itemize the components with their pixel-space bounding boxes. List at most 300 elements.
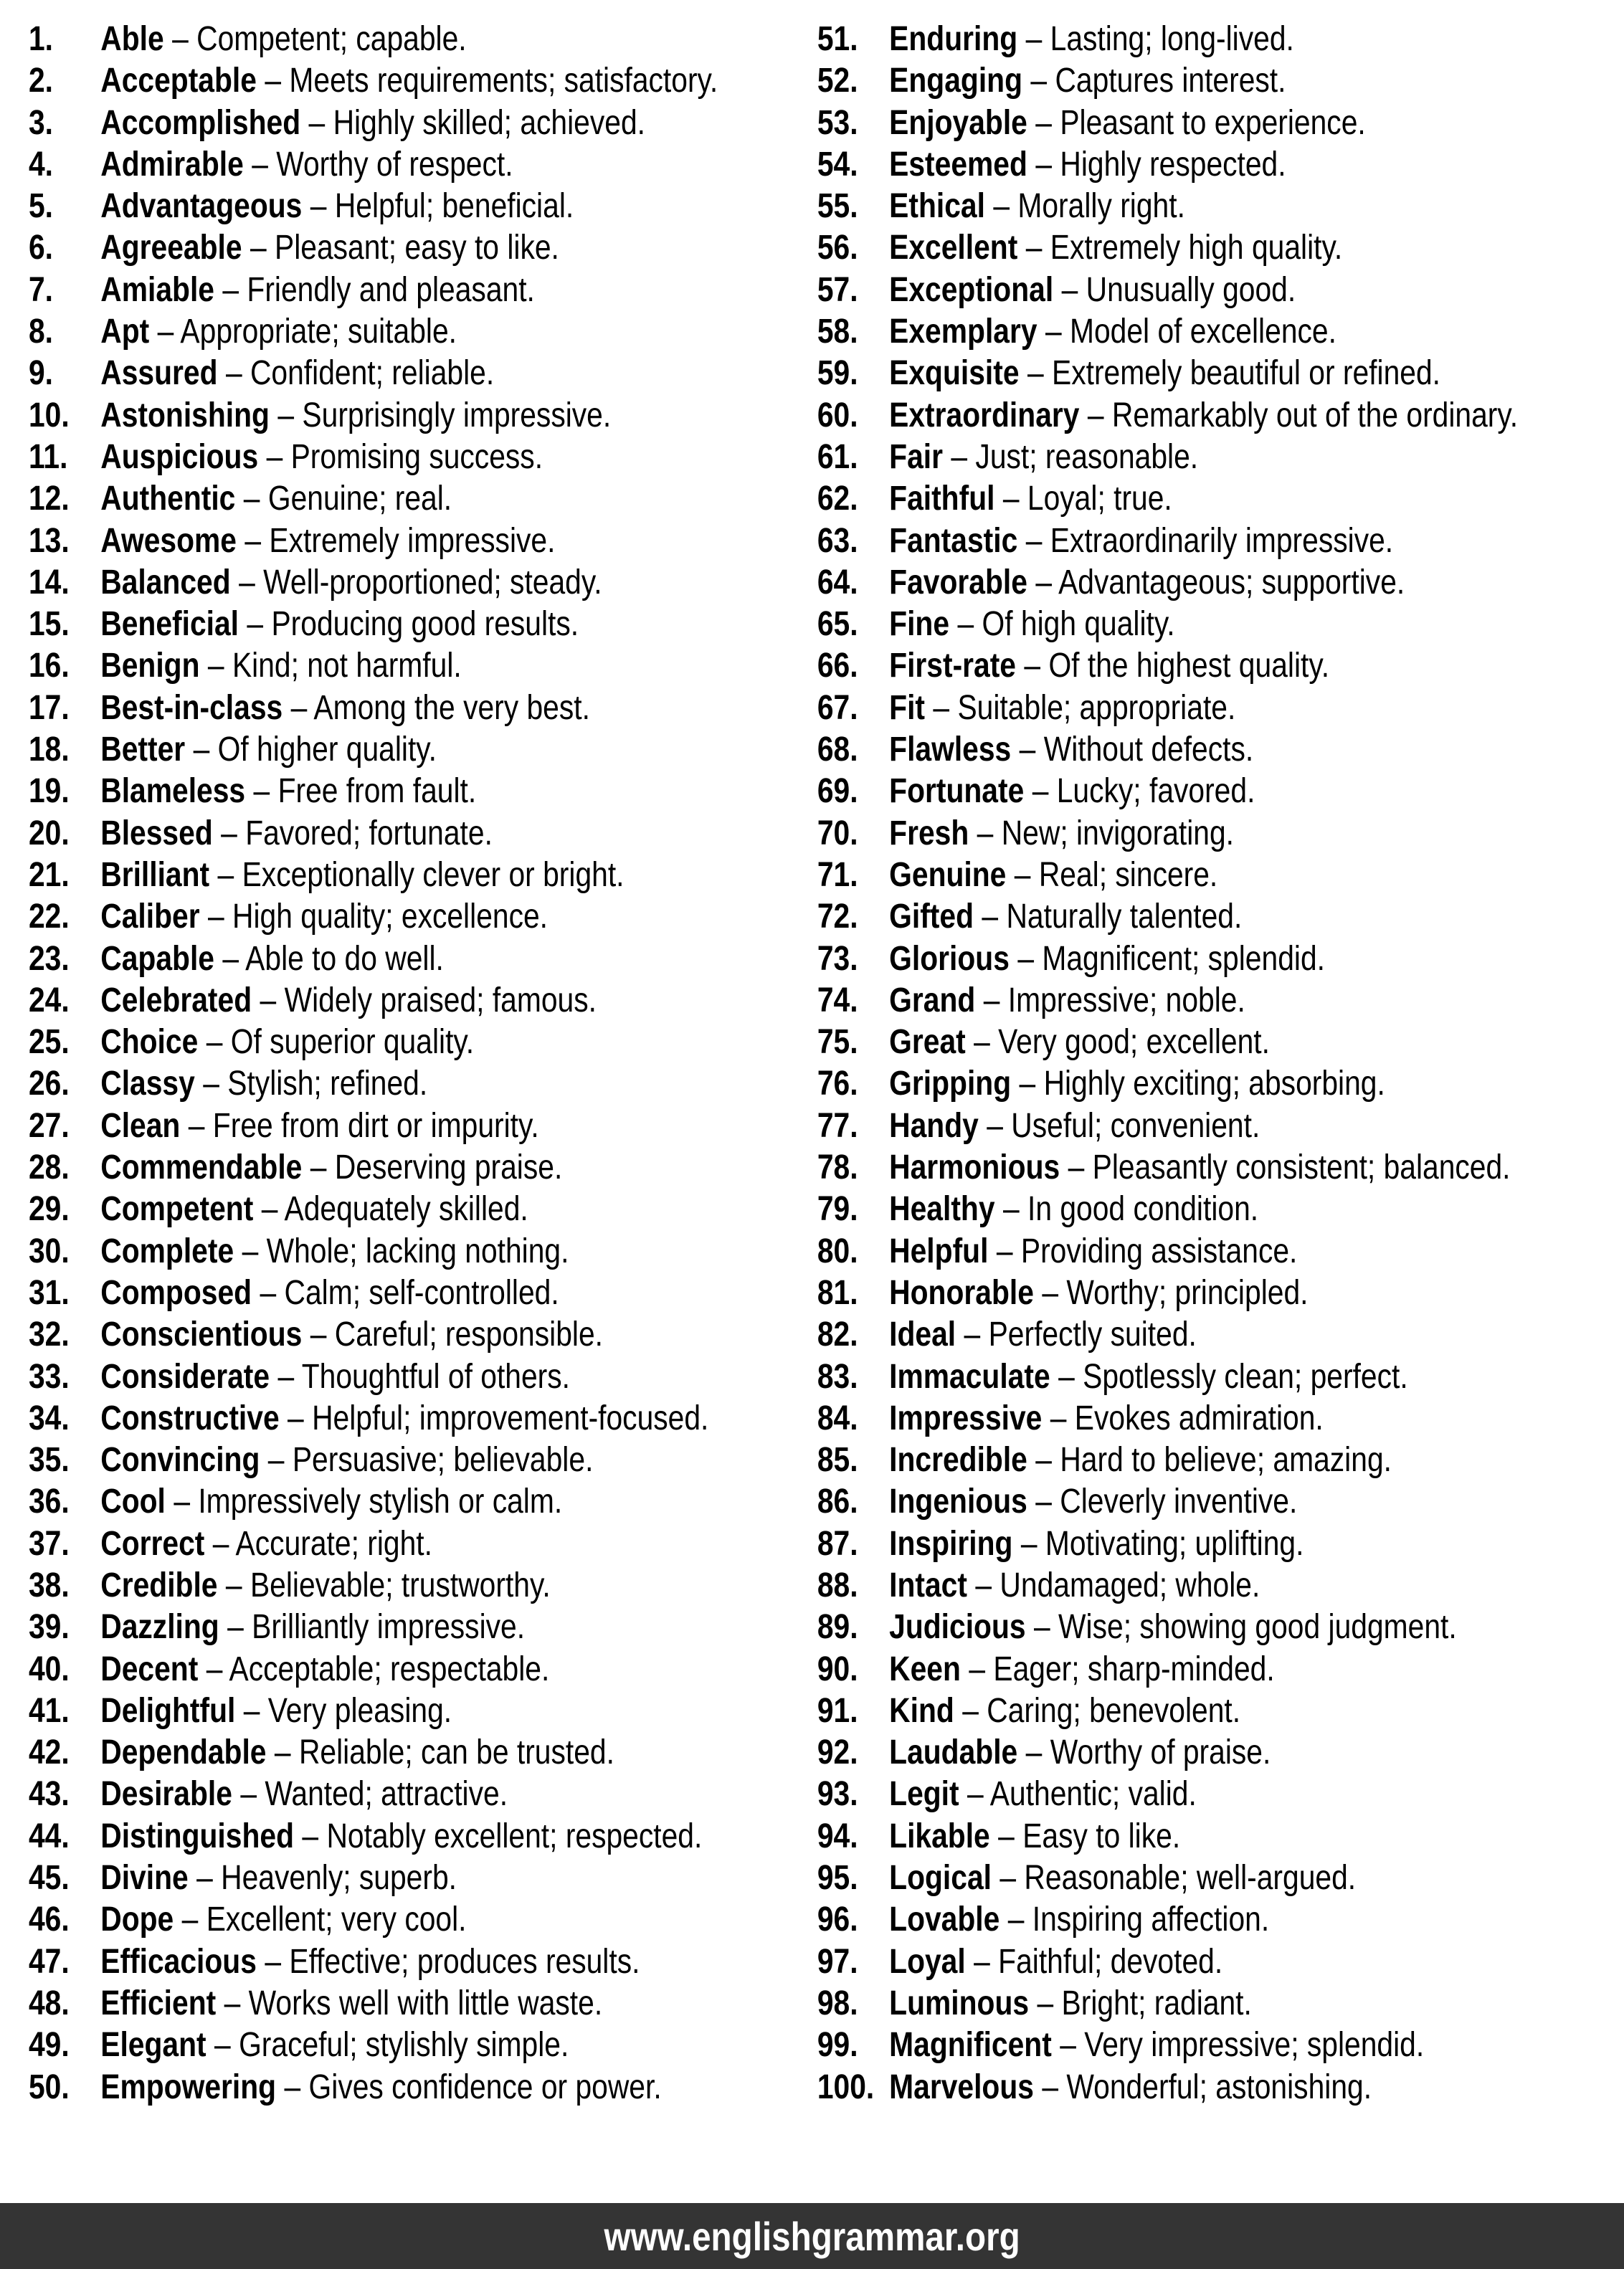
- item-definition: – Friendly and pleasant.: [222, 270, 535, 309]
- list-item: [817, 1565, 1624, 1607]
- item-word: Fortunate: [889, 772, 1025, 811]
- item-definition: – Works well with little waste.: [224, 1984, 603, 2022]
- item-word: Intact: [889, 1566, 967, 1604]
- item-word: Fine: [889, 605, 950, 644]
- list-item: [817, 1481, 1624, 1523]
- item-word: Conscientious: [100, 1316, 303, 1354]
- list-item: [817, 2067, 1624, 2108]
- item-definition: – Easy to like.: [998, 1817, 1181, 1855]
- list-item: [29, 1899, 817, 1941]
- list-item: [817, 144, 1624, 186]
- list-item: [817, 1231, 1624, 1273]
- list-item: [29, 1983, 817, 2025]
- item-number: 71.: [817, 855, 858, 894]
- list-item: [29, 604, 817, 645]
- item-number: 17.: [28, 688, 70, 727]
- list-item: [817, 896, 1624, 938]
- item-number: 81.: [817, 1273, 858, 1312]
- list-item: [29, 227, 817, 269]
- item-definition: – Surprisingly impressive.: [277, 396, 612, 434]
- list-item: [817, 520, 1624, 562]
- item-definition: – Model of excellence.: [1045, 313, 1336, 351]
- item-definition: – Free from fault.: [253, 772, 477, 811]
- item-definition: – Loyal; true.: [1002, 480, 1172, 518]
- item-word: Grand: [889, 981, 976, 1019]
- item-word: Admirable: [100, 145, 244, 184]
- item-word: Handy: [889, 1106, 979, 1145]
- item-definition: – Thoughtful of others.: [277, 1357, 570, 1396]
- item-definition: – Extremely beautiful or refined.: [1027, 354, 1440, 393]
- item-definition: – Reasonable; well-argued.: [999, 1859, 1357, 1898]
- item-number: 55.: [817, 187, 858, 226]
- item-definition: – Impressively stylish or calm.: [174, 1483, 563, 1521]
- item-number: 4.: [28, 145, 53, 184]
- list-item: [817, 688, 1624, 729]
- item-word: Marvelous: [889, 2068, 1034, 2106]
- item-number: 64.: [817, 563, 858, 601]
- list-item: [29, 2067, 817, 2108]
- item-definition: – Notably excellent; respected.: [302, 1817, 703, 1855]
- list-item: [29, 1189, 817, 1230]
- item-number: 21.: [28, 855, 70, 894]
- item-number: 65.: [817, 605, 858, 644]
- item-word: Composed: [100, 1273, 252, 1312]
- item-number: 29.: [28, 1190, 70, 1229]
- item-word: Capable: [100, 939, 214, 978]
- item-number: 85.: [817, 1441, 858, 1480]
- item-number: 20.: [28, 814, 70, 852]
- item-definition: – Undamaged; whole.: [975, 1566, 1260, 1604]
- item-word: Benign: [100, 647, 200, 685]
- item-word: Brilliant: [100, 855, 210, 894]
- item-number: 27.: [28, 1106, 70, 1145]
- item-word: Accomplished: [100, 103, 301, 142]
- item-number: 3.: [28, 103, 53, 142]
- item-definition: – Caring; benevolent.: [962, 1691, 1241, 1730]
- list-item: [817, 1022, 1624, 1063]
- item-word: Legit: [889, 1775, 959, 1814]
- item-definition: – Helpful; beneficial.: [310, 187, 574, 226]
- item-definition: – Magnificent; splendid.: [1017, 939, 1325, 978]
- item-word: Blessed: [100, 814, 213, 852]
- item-number: 5.: [28, 187, 53, 226]
- item-word: Efficient: [100, 1984, 217, 2022]
- list-item: [817, 1147, 1624, 1189]
- list-item: [817, 1649, 1624, 1690]
- list-item: [29, 896, 817, 938]
- list-column-left: [29, 19, 817, 2108]
- item-definition: – Wonderful; astonishing.: [1042, 2068, 1372, 2106]
- item-definition: – Of the highest quality.: [1024, 647, 1330, 685]
- item-word: Advantageous: [100, 187, 303, 226]
- item-definition: – Brilliantly impressive.: [227, 1608, 526, 1647]
- list-item: [817, 2025, 1624, 2066]
- list-item: [817, 1690, 1624, 1732]
- item-word: Faithful: [889, 480, 995, 518]
- item-number: 52.: [817, 62, 858, 100]
- list-item: [29, 1481, 817, 1523]
- item-definition: – New; invigorating.: [977, 814, 1234, 852]
- item-number: 82.: [817, 1316, 858, 1354]
- item-number: 15.: [28, 605, 70, 644]
- item-definition: – Appropriate; suitable.: [157, 313, 457, 351]
- item-definition: – Promising success.: [266, 437, 543, 476]
- item-number: 14.: [28, 563, 70, 601]
- item-word: Enduring: [889, 20, 1018, 58]
- item-number: 26.: [28, 1065, 70, 1103]
- item-word: Blameless: [100, 772, 246, 811]
- item-definition: – Producing good results.: [247, 605, 579, 644]
- item-number: 76.: [817, 1065, 858, 1103]
- list-item: [817, 1941, 1624, 1983]
- footer-url: www.englishgrammar.org: [604, 2213, 1020, 2259]
- item-word: Convincing: [100, 1441, 260, 1480]
- item-number: 70.: [817, 814, 858, 852]
- item-word: Balanced: [100, 563, 231, 601]
- list-item: [29, 1565, 817, 1607]
- list-item: [29, 980, 817, 1022]
- item-number: 63.: [817, 521, 858, 560]
- item-word: Flawless: [889, 731, 1012, 769]
- item-number: 80.: [817, 1232, 858, 1270]
- list-item: [817, 645, 1624, 687]
- item-word: Keen: [889, 1650, 961, 1688]
- item-number: 43.: [28, 1775, 70, 1814]
- item-number: 88.: [817, 1566, 858, 1604]
- item-word: Exquisite: [889, 354, 1020, 393]
- list-item: [817, 1063, 1624, 1105]
- item-number: 45.: [28, 1859, 70, 1898]
- item-number: 36.: [28, 1483, 70, 1521]
- item-definition: – In good condition.: [1002, 1190, 1259, 1229]
- item-number: 39.: [28, 1608, 70, 1647]
- list-item: [817, 1983, 1624, 2025]
- list-item: [29, 813, 817, 855]
- item-definition: – Cleverly inventive.: [1035, 1483, 1298, 1521]
- list-item: [817, 1273, 1624, 1314]
- item-word: Judicious: [889, 1608, 1026, 1647]
- item-word: Excellent: [889, 229, 1018, 267]
- list-item: [817, 1774, 1624, 1815]
- item-definition: – Very good; excellent.: [974, 1023, 1270, 1062]
- item-number: 94.: [817, 1817, 858, 1855]
- item-definition: – Graceful; stylishly simple.: [214, 2026, 569, 2065]
- item-word: Luminous: [889, 1984, 1030, 2022]
- item-definition: – Remarkably out of the ordinary.: [1087, 396, 1519, 434]
- item-word: Apt: [100, 313, 150, 351]
- item-word: Engaging: [889, 62, 1023, 100]
- item-word: Loyal: [889, 1942, 966, 1981]
- item-number: 38.: [28, 1566, 70, 1604]
- item-definition: – Worthy of praise.: [1025, 1733, 1271, 1772]
- item-definition: – Confident; reliable.: [225, 354, 495, 393]
- item-number: 48.: [28, 1984, 70, 2022]
- item-definition: – Suitable; appropriate.: [933, 688, 1236, 727]
- item-definition: – Pleasant; easy to like.: [250, 229, 559, 267]
- item-definition: – Among the very best.: [290, 688, 590, 727]
- list-item: [29, 19, 817, 60]
- item-number: 62.: [817, 480, 858, 518]
- item-word: Auspicious: [100, 437, 259, 476]
- item-word: Logical: [889, 1859, 992, 1898]
- list-item: [29, 1774, 817, 1815]
- item-word: Enjoyable: [889, 103, 1027, 142]
- item-word: Complete: [100, 1232, 234, 1270]
- list-item: [817, 1816, 1624, 1857]
- item-definition: – Heavenly; superb.: [196, 1859, 457, 1898]
- list-item: [817, 855, 1624, 896]
- list-item: [29, 478, 817, 520]
- item-definition: – Eager; sharp-minded.: [969, 1650, 1275, 1688]
- item-number: 30.: [28, 1232, 70, 1270]
- list-item: [817, 1607, 1624, 1648]
- item-definition: – Of superior quality.: [206, 1023, 475, 1062]
- item-number: 19.: [28, 772, 70, 811]
- item-number: 77.: [817, 1106, 858, 1145]
- list-item: [817, 1356, 1624, 1398]
- item-word: Empowering: [100, 2068, 277, 2106]
- item-word: Ingenious: [889, 1483, 1027, 1521]
- item-word: Impressive: [889, 1399, 1043, 1437]
- item-number: 73.: [817, 939, 858, 978]
- item-word: Fit: [889, 688, 925, 727]
- item-number: 18.: [28, 731, 70, 769]
- list-item: [29, 60, 817, 102]
- item-definition: – Extremely high quality.: [1025, 229, 1343, 267]
- item-definition: – High quality; excellence.: [207, 898, 549, 936]
- list-item: [817, 1314, 1624, 1356]
- item-number: 51.: [817, 20, 858, 58]
- item-word: Harmonious: [889, 1148, 1060, 1187]
- list-item: [29, 1231, 817, 1273]
- item-number: 87.: [817, 1524, 858, 1563]
- item-definition: – Very impressive; splendid.: [1060, 2026, 1425, 2065]
- item-definition: – Hard to believe; amazing.: [1035, 1441, 1392, 1480]
- item-definition: – Exceptionally clever or bright.: [217, 855, 625, 894]
- item-word: Delightful: [100, 1691, 236, 1730]
- list-item: [817, 1189, 1624, 1230]
- item-word: Distinguished: [100, 1817, 294, 1855]
- list-item: [29, 186, 817, 227]
- item-word: Elegant: [100, 2026, 206, 2065]
- item-word: Glorious: [889, 939, 1010, 978]
- item-word: Caliber: [100, 898, 200, 936]
- item-number: 95.: [817, 1859, 858, 1898]
- item-word: Best-in-class: [100, 688, 283, 727]
- item-number: 33.: [28, 1357, 70, 1396]
- item-number: 2.: [28, 62, 53, 100]
- item-number: 16.: [28, 647, 70, 685]
- item-definition: – Real; sincere.: [1014, 855, 1218, 894]
- item-word: Desirable: [100, 1775, 232, 1814]
- item-definition: – Worthy; principled.: [1042, 1273, 1309, 1312]
- item-number: 99.: [817, 2026, 858, 2065]
- item-word: Gripping: [889, 1065, 1012, 1103]
- item-definition: – Evokes admiration.: [1050, 1399, 1324, 1437]
- item-definition: – Whole; lacking nothing.: [242, 1232, 569, 1270]
- item-definition: – Acceptable; respectable.: [206, 1650, 550, 1688]
- list-item: [29, 938, 817, 980]
- item-word: Acceptable: [100, 62, 257, 100]
- item-definition: – Without defects.: [1019, 731, 1254, 769]
- item-number: 9.: [28, 354, 53, 393]
- item-definition: – Unusually good.: [1061, 270, 1296, 309]
- item-word: Able: [100, 20, 164, 58]
- item-definition: – Meets requirements; satisfactory.: [265, 62, 718, 100]
- item-number: 86.: [817, 1483, 858, 1521]
- item-definition: – Faithful; devoted.: [974, 1942, 1223, 1981]
- item-word: Correct: [100, 1524, 205, 1563]
- item-word: Immaculate: [889, 1357, 1050, 1396]
- item-word: Fresh: [889, 814, 969, 852]
- item-definition: – Stylish; refined.: [203, 1065, 428, 1103]
- item-number: 50.: [28, 2068, 70, 2106]
- item-word: Astonishing: [100, 396, 270, 434]
- item-definition: – Careful; responsible.: [310, 1316, 603, 1354]
- item-word: Fair: [889, 437, 943, 476]
- item-word: First-rate: [889, 647, 1017, 685]
- item-definition: – Inspiring affection.: [1007, 1901, 1270, 1939]
- item-definition: – Well-proportioned; steady.: [239, 563, 602, 601]
- list-item: [29, 1690, 817, 1732]
- list-item: [817, 771, 1624, 812]
- item-definition: – Widely praised; famous.: [260, 981, 597, 1019]
- item-definition: – Worthy of respect.: [252, 145, 513, 184]
- list-item: [29, 437, 817, 478]
- item-word: Awesome: [100, 521, 237, 560]
- list-item: [817, 1105, 1624, 1147]
- item-definition: – Just; reasonable.: [951, 437, 1199, 476]
- list-item: [817, 227, 1624, 269]
- list-item: [817, 1732, 1624, 1774]
- item-number: 13.: [28, 521, 70, 560]
- list-item: [817, 729, 1624, 771]
- item-word: Constructive: [100, 1399, 280, 1437]
- list-item: [817, 478, 1624, 520]
- item-number: 69.: [817, 772, 858, 811]
- item-number: 41.: [28, 1691, 70, 1730]
- list-item: [29, 855, 817, 896]
- item-number: 7.: [28, 270, 53, 309]
- list-item: [29, 1816, 817, 1857]
- item-word: Inspiring: [889, 1524, 1013, 1563]
- item-definition: – Reliable; can be trusted.: [274, 1733, 614, 1772]
- item-definition: – Lasting; long-lived.: [1025, 20, 1294, 58]
- item-number: 1.: [28, 20, 53, 58]
- item-definition: – Extremely impressive.: [244, 521, 556, 560]
- list-item: [29, 729, 817, 771]
- footer-bar: [0, 2203, 1624, 2269]
- item-definition: – Wanted; attractive.: [240, 1775, 508, 1814]
- item-word: Magnificent: [889, 2026, 1052, 2065]
- item-number: 100.: [817, 2068, 875, 2106]
- item-number: 78.: [817, 1148, 858, 1187]
- item-definition: – Calm; self-controlled.: [260, 1273, 559, 1312]
- item-definition: – Able to do well.: [222, 939, 444, 978]
- item-number: 23.: [28, 939, 70, 978]
- item-word: Dope: [100, 1901, 174, 1939]
- item-definition: – Highly skilled; achieved.: [308, 103, 645, 142]
- list-item: [29, 2025, 817, 2066]
- list-item: [817, 813, 1624, 855]
- item-word: Incredible: [889, 1441, 1027, 1480]
- item-definition: – Morally right.: [993, 187, 1185, 226]
- item-number: 10.: [28, 396, 70, 434]
- item-word: Assured: [100, 354, 218, 393]
- list-item: [817, 353, 1624, 394]
- item-word: Agreeable: [100, 229, 242, 267]
- item-number: 35.: [28, 1441, 70, 1480]
- list-item: [29, 1857, 817, 1899]
- item-word: Classy: [100, 1065, 195, 1103]
- item-word: Clean: [100, 1106, 181, 1145]
- item-number: 74.: [817, 981, 858, 1019]
- list-item: [29, 1732, 817, 1774]
- item-definition: – Highly respected.: [1035, 145, 1286, 184]
- list-item: [29, 1440, 817, 1481]
- item-definition: – Very pleasing.: [243, 1691, 452, 1730]
- item-word: Decent: [100, 1650, 199, 1688]
- item-number: 66.: [817, 647, 858, 685]
- list-item: [817, 19, 1624, 60]
- item-word: Laudable: [889, 1733, 1018, 1772]
- item-number: 47.: [28, 1942, 70, 1981]
- list-item: [29, 1314, 817, 1356]
- item-definition: – Competent; capable.: [172, 20, 467, 58]
- item-word: Competent: [100, 1190, 254, 1229]
- item-number: 84.: [817, 1399, 858, 1437]
- list-item: [817, 980, 1624, 1022]
- item-word: Ideal: [889, 1316, 956, 1354]
- item-definition: – Persuasive; believable.: [267, 1441, 594, 1480]
- item-number: 8.: [28, 313, 53, 351]
- item-definition: – Favored; fortunate.: [221, 814, 493, 852]
- item-word: Lovable: [889, 1901, 1000, 1939]
- item-definition: – Extraordinarily impressive.: [1025, 521, 1394, 560]
- item-definition: – Believable; trustworthy.: [225, 1566, 551, 1604]
- item-number: 22.: [28, 898, 70, 936]
- item-word: Commendable: [100, 1148, 303, 1187]
- item-number: 90.: [817, 1650, 858, 1688]
- item-number: 34.: [28, 1399, 70, 1437]
- list-item: [29, 1607, 817, 1648]
- item-number: 96.: [817, 1901, 858, 1939]
- list-item: [817, 395, 1624, 437]
- list-item: [29, 395, 817, 437]
- item-definition: – Advantageous; supportive.: [1035, 563, 1405, 601]
- item-number: 31.: [28, 1273, 70, 1312]
- item-number: 92.: [817, 1733, 858, 1772]
- list-item: [817, 938, 1624, 980]
- item-number: 42.: [28, 1733, 70, 1772]
- list-item: [29, 1105, 817, 1147]
- item-definition: – Adequately skilled.: [261, 1190, 528, 1229]
- list-item: [29, 270, 817, 311]
- item-definition: – Pleasantly consistent; balanced.: [1068, 1148, 1511, 1187]
- item-number: 93.: [817, 1775, 858, 1814]
- item-word: Dependable: [100, 1733, 267, 1772]
- list-item: [29, 1356, 817, 1398]
- item-definition: – Helpful; improvement-focused.: [288, 1399, 709, 1437]
- list-item: [29, 1022, 817, 1063]
- item-definition: – Perfectly suited.: [964, 1316, 1197, 1354]
- item-number: 53.: [817, 103, 858, 142]
- list-item: [29, 144, 817, 186]
- list-item: [817, 186, 1624, 227]
- list-item: [817, 1440, 1624, 1481]
- list-item: [817, 1398, 1624, 1440]
- item-definition: – Providing assistance.: [996, 1232, 1298, 1270]
